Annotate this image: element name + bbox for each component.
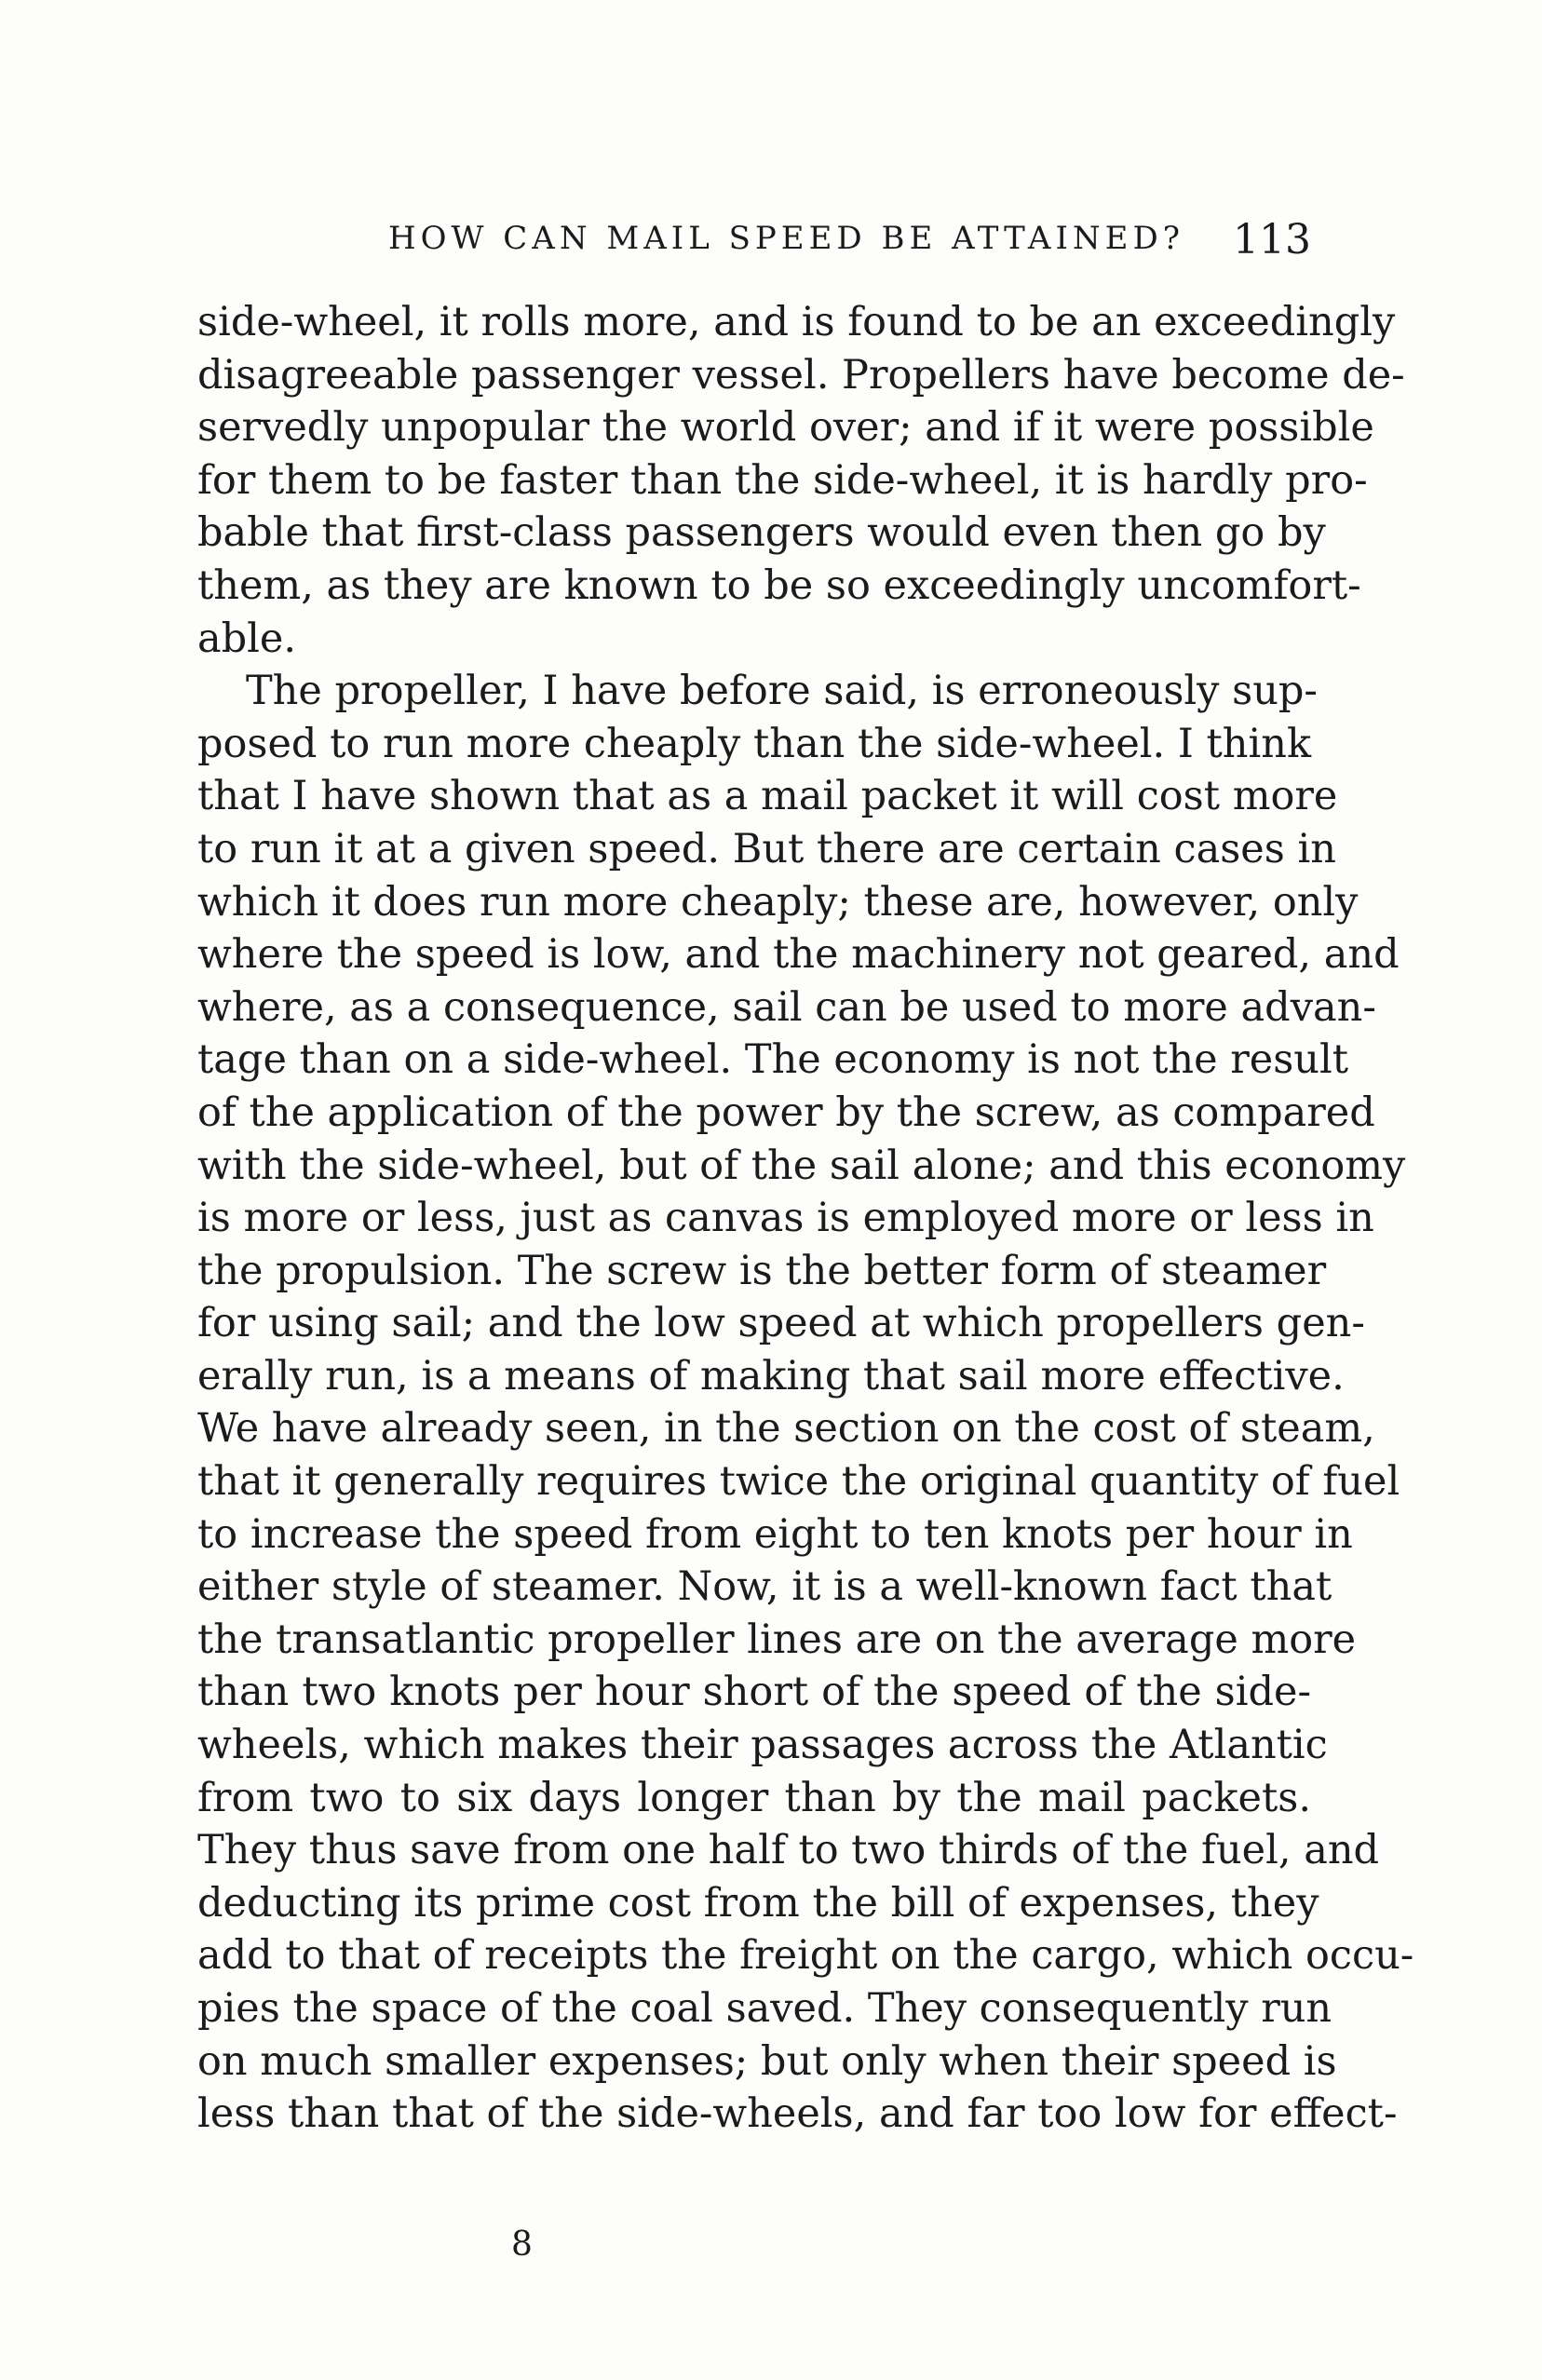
text-line: for using sail; and the low speed at which propellers gen- [197,1300,1365,1347]
body-text [197,296,1414,2141]
text-line: bable that first-class passengers would even then go by [197,509,1326,557]
text-line: than two knots per hour short of the speed of the side- [197,1669,1311,1716]
text-line: that I have shown that as a mail packet it will cost more [197,773,1338,820]
text-line: of the application of the power by the screw, as compared [197,1089,1375,1136]
running-head [197,216,1311,268]
text-line: deducting its prime cost from the bill of expenses, they [197,1879,1319,1927]
text-line: They thus save from one half to two thirds of the fuel, and [197,1827,1380,1874]
text-line: them, as they are known to be so exceedingly uncomfort- [197,561,1361,609]
text-line: is more or less, just as canvas is employed more or less in [197,1195,1374,1242]
running-title: HOW CAN MAIL SPEED BE ATTAINED? [388,220,1184,257]
text-line: tage than on a side-wheel. The economy is not the result [197,1036,1349,1084]
text-line: disagreeable passenger vessel. Propellers have become de- [197,351,1405,399]
text-line: erally run, is a means of making that sail more effective. [197,1352,1345,1400]
text-line: that it generally requires twice the original quantity of fuel [197,1458,1400,1506]
text-line: able. [197,615,297,662]
text-line: pies the space of the coal saved. They consequently run [197,1985,1332,2032]
text-line: to increase the speed from eight to ten knots per hour in [197,1510,1353,1558]
text-line: on much smaller expenses; but only when their speed is [197,2037,1337,2085]
text-line: for them to be faster than the side-wheel, it is hardly pro- [197,456,1368,504]
text-line: the propulsion. The screw is the better form of steamer [197,1247,1327,1294]
text-line: the transatlantic propeller lines are on the average more [197,1616,1357,1663]
text-line: to run it at a given speed. But there are certain cases in [197,825,1336,872]
text-line: We have already seen, in the section on the cost of steam, [197,1405,1375,1453]
text-line: The propeller, I have before said, is erroneously sup- [246,668,1318,715]
text-line: with the side-wheel, but of the sail alone; and this economy [197,1142,1406,1189]
signature-mark: 8 [511,2225,533,2264]
text-line: side-wheel, it rolls more, and is found to be an exceedingly [197,299,1396,345]
text-line: either style of steamer. Now, it is a well-known fact that [197,1563,1332,1611]
text-line: servedly unpopular the world over; and if it were possible [197,404,1374,452]
text-line: less than that of the side-wheels, and far too low for effect- [197,2090,1398,2138]
text-line: where the speed is low, and the machinery not geared, and [197,931,1400,979]
text-line: posed to run more cheaply than the side-wheel. I think [197,720,1312,767]
page-number: 113 [1233,216,1311,264]
text-line: add to that of receipts the freight on the cargo, which occu- [197,1932,1414,1980]
text-line: where, as a consequence, sail can be used to more advan- [197,983,1376,1031]
text-line: from two to six days longer than by the mail packets. [197,1774,1311,1821]
text-line: which it does run more cheaply; these are, however, only [197,878,1359,926]
text-line: wheels, which makes their passages across the Atlantic [197,1722,1328,1769]
